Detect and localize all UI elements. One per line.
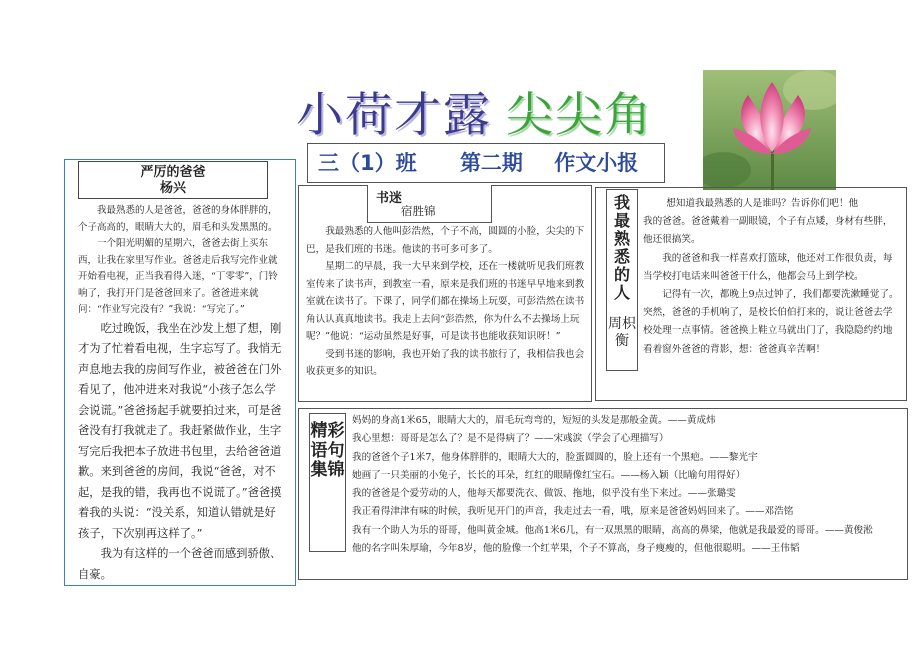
quote-item: 我的爸爸是个爱劳动的人，他每天都要洗衣、做饭、拖地，似乎没有坐下来过。——张璐雯 (352, 488, 736, 500)
issue-number: 第二期 (459, 151, 523, 175)
paragraph: 我为有这样的一个爸爸而感到骄傲、自豪。 (78, 547, 282, 581)
quote-item: 我心里想：哥哥是怎么了？是不是得病了？——宋彧涙（学会了心理描写） (352, 433, 669, 445)
right-article-author: 周枳衡 (608, 316, 636, 349)
paragraph: 我最熟悉的人他叫彭浩然，个子不高，圆圆的小脸，尖尖的下巴，是我们班的书迷。他读的书可多可多了。 (306, 226, 585, 255)
subtitle-box (307, 143, 665, 183)
quote-item: 她画了一只美丽的小兔子，长长的耳朵，红红的眼睛像红宝石。——杨入颖（比喻句用得好） (352, 469, 746, 481)
quotes-title: 精彩语句集锦 (310, 421, 345, 480)
middle-article-header (367, 185, 492, 223)
left-article-title: 严厉的爸爸 (140, 165, 206, 180)
left-article-header (78, 161, 268, 199)
paragraph: 吃过晚饭，我坐在沙发上想了想，刚才为了忙着看电视，生字忘写了。我悄无声息地去我的房间写作业，被爸爸在门外看见了，他冲进来对我说“小孩子怎么学会说谎。”爸爸扬起手就要拍过来，可是爸爸没有打我就走了。我赶紧做作业，生字写完后我把本子放进书包里，去给爸爸道歉。来到爸爸的房间，我说“爸爸，对不起，是我的错，我再也不说谎了。”爸爸摸着我的头说：“没关系，知道认错就是好孩子，下次别再这样了。” (78, 321, 282, 540)
paragraph: 受到书迷的影响，我也开始了我的读书旅行了，我相信我也会收获更多的知识。 (306, 348, 585, 377)
title-part-1: 小荷才露 (296, 88, 492, 143)
quote-item: 我有一个助人为乐的哥哥，他叫黄金城。他高1米6几，有一双黑黑的眼睛，高高的鼻梁，他就是我最爱的哥哥。——黄俊淞 (352, 524, 873, 536)
middle-article-author: 宿胜锦 (401, 204, 436, 218)
class-name: 三（1）班 (318, 151, 417, 175)
right-article-body (643, 195, 901, 359)
paragraph: 星期二的早晨，我一大早来到学校，还在一楼就听见我们班教室传来了读书声，到教室一看，原来是我们班的书迷早早地来到教室就在读书了。下课了，同学们都在操场上玩耍，可彭浩然在读书角认认真真地读书。我走上去问“彭浩然，你为什么不去操场上玩呢？”他说：“运动虽然是好事，可是读书也能收获知识呀！” (306, 261, 585, 342)
paragraph: 我的爸爸和我一样喜欢打篮球，他还对工作很负责，每当学校打电话来叫爸爸干什么，他都会马上到学校。 (643, 252, 893, 282)
quote-item: 妈妈的身高1米65，眼睛大大的，眉毛玩弯弯的，短短的头发是那般金黄。——黄成炜 (352, 415, 716, 426)
quote-item: 他的名字叫朱厚瑜，今年8岁，他的脸像一个红苹果，个子不算高，身子瘦瘦的，但他很聪明。——王伟韬 (352, 543, 800, 555)
quotes-list (352, 412, 900, 558)
right-article-header (606, 189, 638, 371)
title-part-2: 尖尖角 (506, 88, 653, 143)
lotus-flower-image (703, 70, 836, 190)
quote-item: 我正看得津津有味的时候，我听见开门的声音，我走过去一看，哦，原来是爸爸妈妈回来了。——邓浩铭 (352, 506, 794, 518)
paper-name: 作文小报 (554, 151, 639, 175)
paragraph: 我最熟悉的人是爸爸，爸爸的身体胖胖的，个子高高的，眼睛大大的，眉毛和头发黑黑的。 (78, 205, 278, 233)
paragraph: 想知道我最熟悉的人是谁吗？告诉你们吧！他 (666, 198, 859, 209)
middle-article-title: 书迷 (376, 191, 403, 206)
quote-item: 我的爸爸个子1米7，他身体胖胖的，眼睛大大的，脸蛋圆圆的，脸上还有一个黑疤。——黎光宇 (352, 451, 758, 463)
paragraph: 我的爸爸。爸爸戴着一副眼镜，个子有点矮，身材有些胖，他还很搞笑。 (643, 216, 893, 246)
right-article-title: 我最熟悉的人 (613, 193, 630, 302)
middle-article-body (306, 223, 586, 381)
quotes-header (309, 413, 346, 552)
paragraph: 一个阳光明媚的星期六，爸爸去街上买东西，让我在家里写作业。爸爸走后我写完作业就开始看电视，正当我看得入迷，“丁零零”，门铃响了，我打开门是爸爸回来了。爸爸进来就问：“作业写完没有？”我说：“写完了。” (78, 238, 278, 315)
paragraph: 记得有一次，都晚上9点过钟了，我们都要洗漱睡觉了。突然，爸爸的手机响了，是校长伯伯打来的，说让爸爸去学校处理一点事情。爸爸换上鞋立马就出门了，我隐隐约约地看着窗外爸爸的背影，想：爸爸真辛苦啊！ (643, 289, 899, 355)
left-article-body (78, 203, 284, 585)
newspaper-title (296, 78, 653, 143)
left-article-author: 杨兴 (159, 181, 186, 196)
